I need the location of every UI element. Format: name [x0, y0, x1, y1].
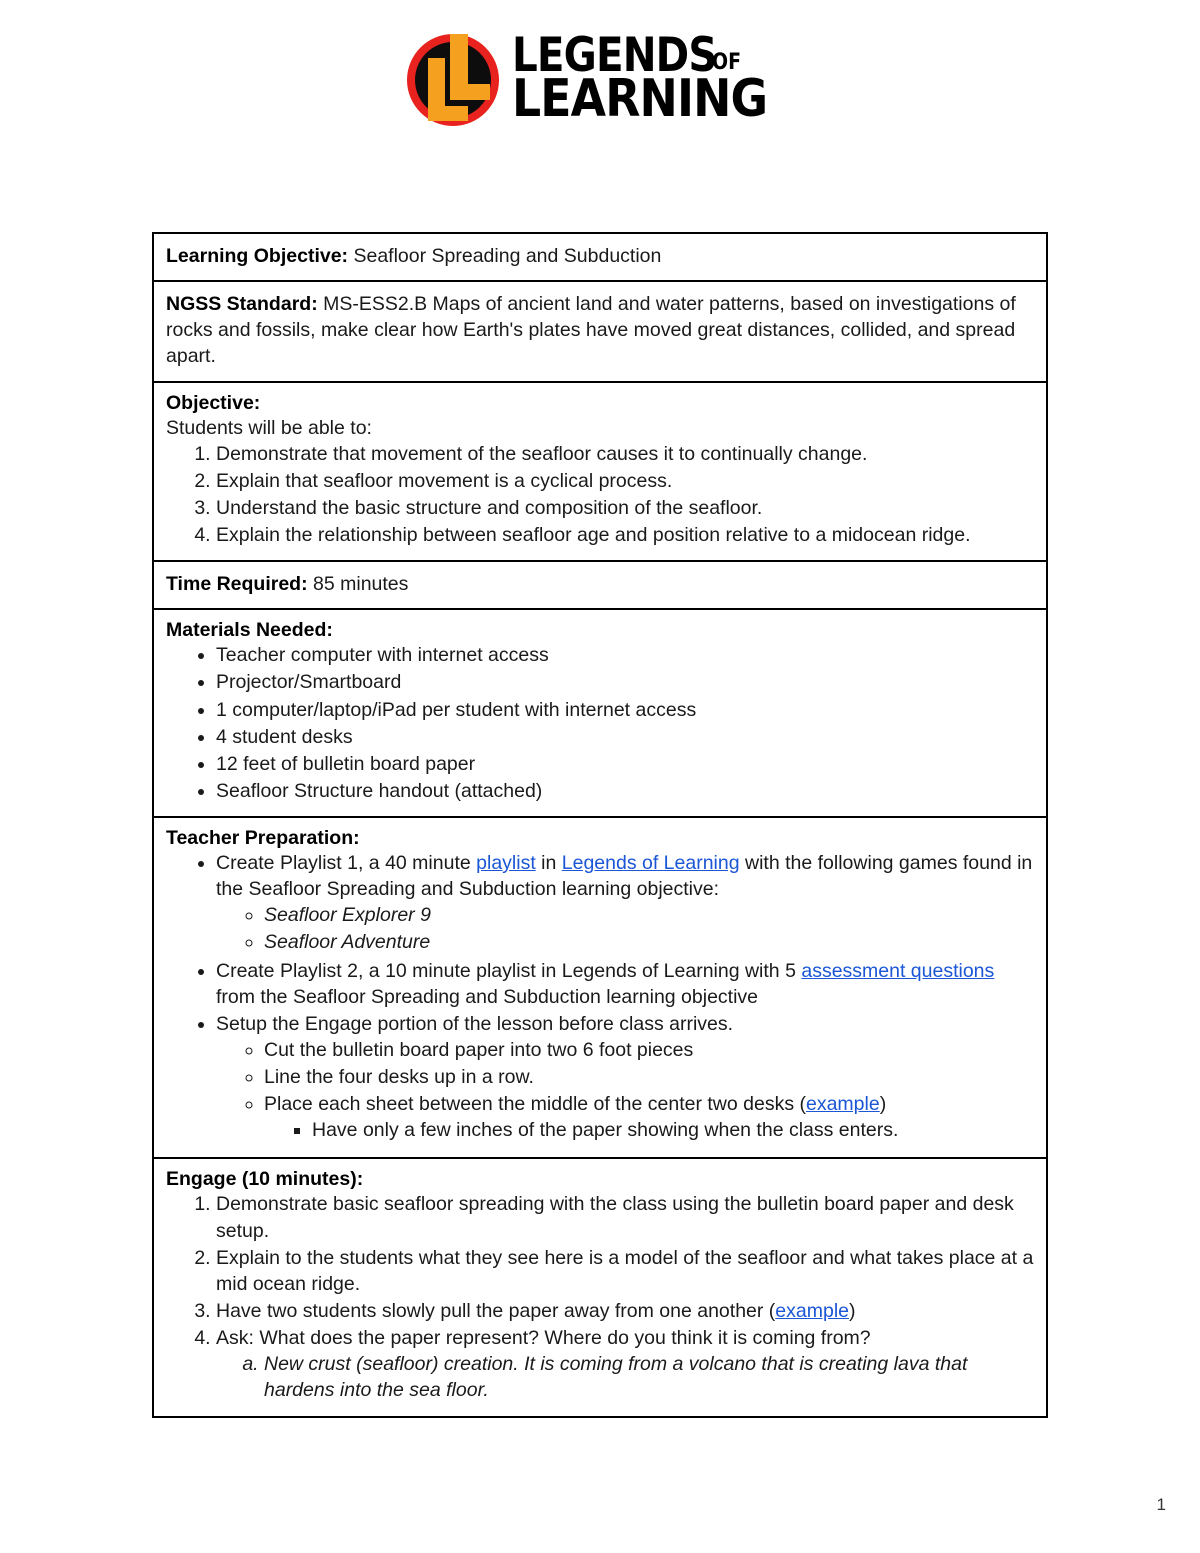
list-item: • 12 feet of bulletin board paper	[216, 751, 1034, 778]
objective-label: Objective:	[166, 391, 261, 414]
teacher-prep-item2-text-a: Create Playlist 2, a 10 minute playlist in Legends of Learning with 5	[216, 959, 802, 982]
page-header	[0, 0, 1200, 150]
materials-list	[166, 642, 1034, 805]
list-item: • Seafloor Structure handout (attached)	[216, 778, 1034, 805]
logo-word-legends: LEGENDS	[511, 28, 717, 84]
list-item: a. New crust (seafloor) creation. It is coming from a volcano that is creating lava that hardens into the sea floor.	[264, 1351, 1034, 1404]
example-link[interactable]: example	[775, 1299, 850, 1322]
teacher-prep-item1-text-b: in	[535, 852, 562, 874]
setup-sub3-text-a: Place each sheet between the middle of the center two desks (	[264, 1093, 806, 1116]
time-required-value: 85 minutes	[313, 573, 409, 596]
row-time-required	[154, 562, 1046, 610]
engage-item4-text: Ask: What does the paper represent? Where do you think it is coming from?	[216, 1327, 871, 1349]
list-item	[264, 1091, 1034, 1145]
engage-list	[166, 1191, 1034, 1405]
list-item: • Teacher computer with internet access	[216, 642, 1034, 669]
list-item: ◦ Seafloor Adventure	[264, 929, 1034, 956]
list-item: ◦ Seafloor Explorer 9	[264, 902, 1034, 929]
engage-item3-text-b: )	[849, 1299, 856, 1322]
row-objective	[154, 383, 1046, 563]
teacher-prep-setup-list	[216, 1037, 1034, 1146]
materials-label: Materials Needed:	[166, 619, 333, 642]
legends-of-learning-link[interactable]: Legends of Learning	[561, 852, 740, 874]
playlist-link[interactable]: playlist	[476, 852, 536, 874]
learning-objective-value: Seafloor Spreading and Subduction	[353, 245, 662, 267]
list-item	[216, 850, 1034, 958]
list-item	[216, 1011, 1034, 1147]
legends-of-learning-logo	[398, 22, 802, 134]
row-engage	[154, 1159, 1046, 1416]
teacher-prep-note-list	[264, 1117, 1034, 1144]
list-item	[216, 1325, 1034, 1405]
list-item: • 4 student desks	[216, 724, 1034, 751]
list-item: 2. Explain to the students what they see here is a model of the seafloor and what takes place at a mid ocean ridge.	[216, 1245, 1034, 1298]
list-item: 1. Demonstrate basic seafloor spreading with the class using the bulletin board paper and desk setup.	[216, 1191, 1034, 1244]
list-item	[216, 1298, 1034, 1325]
logo-wordmark	[511, 28, 802, 129]
ll-monogram-icon	[398, 22, 510, 134]
row-learning-objective	[154, 234, 1046, 282]
assessment-questions-link[interactable]: assessment questions	[801, 959, 995, 982]
row-teacher-preparation	[154, 818, 1046, 1159]
row-materials-needed	[154, 610, 1046, 818]
teacher-prep-label: Teacher Preparation:	[166, 827, 360, 849]
logo-word-learning: LEARNING	[511, 68, 768, 129]
list-item: 4. Explain the relationship between seafloor age and position relative to a midocean ridge.	[216, 522, 1034, 549]
engage-item3-text-a: Have two students slowly pull the paper away from one another (	[216, 1299, 776, 1322]
list-item: • 1 computer/laptop/iPad per student with internet access	[216, 697, 1034, 724]
list-item: 3. Understand the basic structure and composition of the seafloor.	[216, 495, 1034, 522]
list-item: ▪ Have only a few inches of the paper showing when the class enters.	[312, 1117, 1034, 1144]
engage-label: Engage (10 minutes):	[166, 1168, 364, 1191]
objective-list	[166, 441, 1034, 550]
ngss-standard-value: MS-ESS2.B Maps of ancient land and water patterns, based on investigations of rocks and fossils, make clear how Earth's plates have moved great distances, collided, and spread apart.	[166, 293, 1016, 368]
list-item: • Projector/Smartboard	[216, 669, 1034, 696]
page-number: 1	[1156, 1495, 1166, 1514]
teacher-prep-item1-text-c: with the following games found in the Seafloor Spreading and Subduction learning objective:	[216, 852, 1033, 901]
ngss-standard-label: NGSS Standard:	[166, 293, 318, 316]
teacher-prep-item1-text-a: Create Playlist 1, a 40 minute	[216, 852, 477, 874]
objective-lead: Students will be able to:	[166, 416, 372, 439]
list-item	[216, 958, 1034, 1011]
lesson-plan-table	[152, 232, 1048, 1418]
list-item: 2. Explain that seafloor movement is a cyclical process.	[216, 468, 1034, 495]
list-item: ◦ Line the four desks up in a row.	[264, 1064, 1034, 1091]
learning-objective-label: Learning Objective:	[166, 245, 349, 267]
list-item: 1. Demonstrate that movement of the seafloor causes it to continually change.	[216, 441, 1034, 468]
teacher-prep-games-list	[216, 902, 1034, 956]
teacher-prep-item2-text-b: from the Seafloor Spreading and Subduction learning objective	[216, 985, 759, 1008]
row-ngss-standard	[154, 282, 1046, 382]
teacher-prep-item3-text: Setup the Engage portion of the lesson before class arrives.	[216, 1012, 734, 1035]
example-link[interactable]: example	[805, 1093, 880, 1116]
engage-answer-list	[216, 1351, 1034, 1404]
time-required-label: Time Required:	[166, 573, 308, 596]
setup-sub3-text-b: )	[879, 1093, 887, 1116]
list-item: ◦ Cut the bulletin board paper into two 6 foot pieces	[264, 1037, 1034, 1064]
logo-word-of: OF	[711, 50, 741, 76]
teacher-prep-list	[166, 850, 1034, 1146]
